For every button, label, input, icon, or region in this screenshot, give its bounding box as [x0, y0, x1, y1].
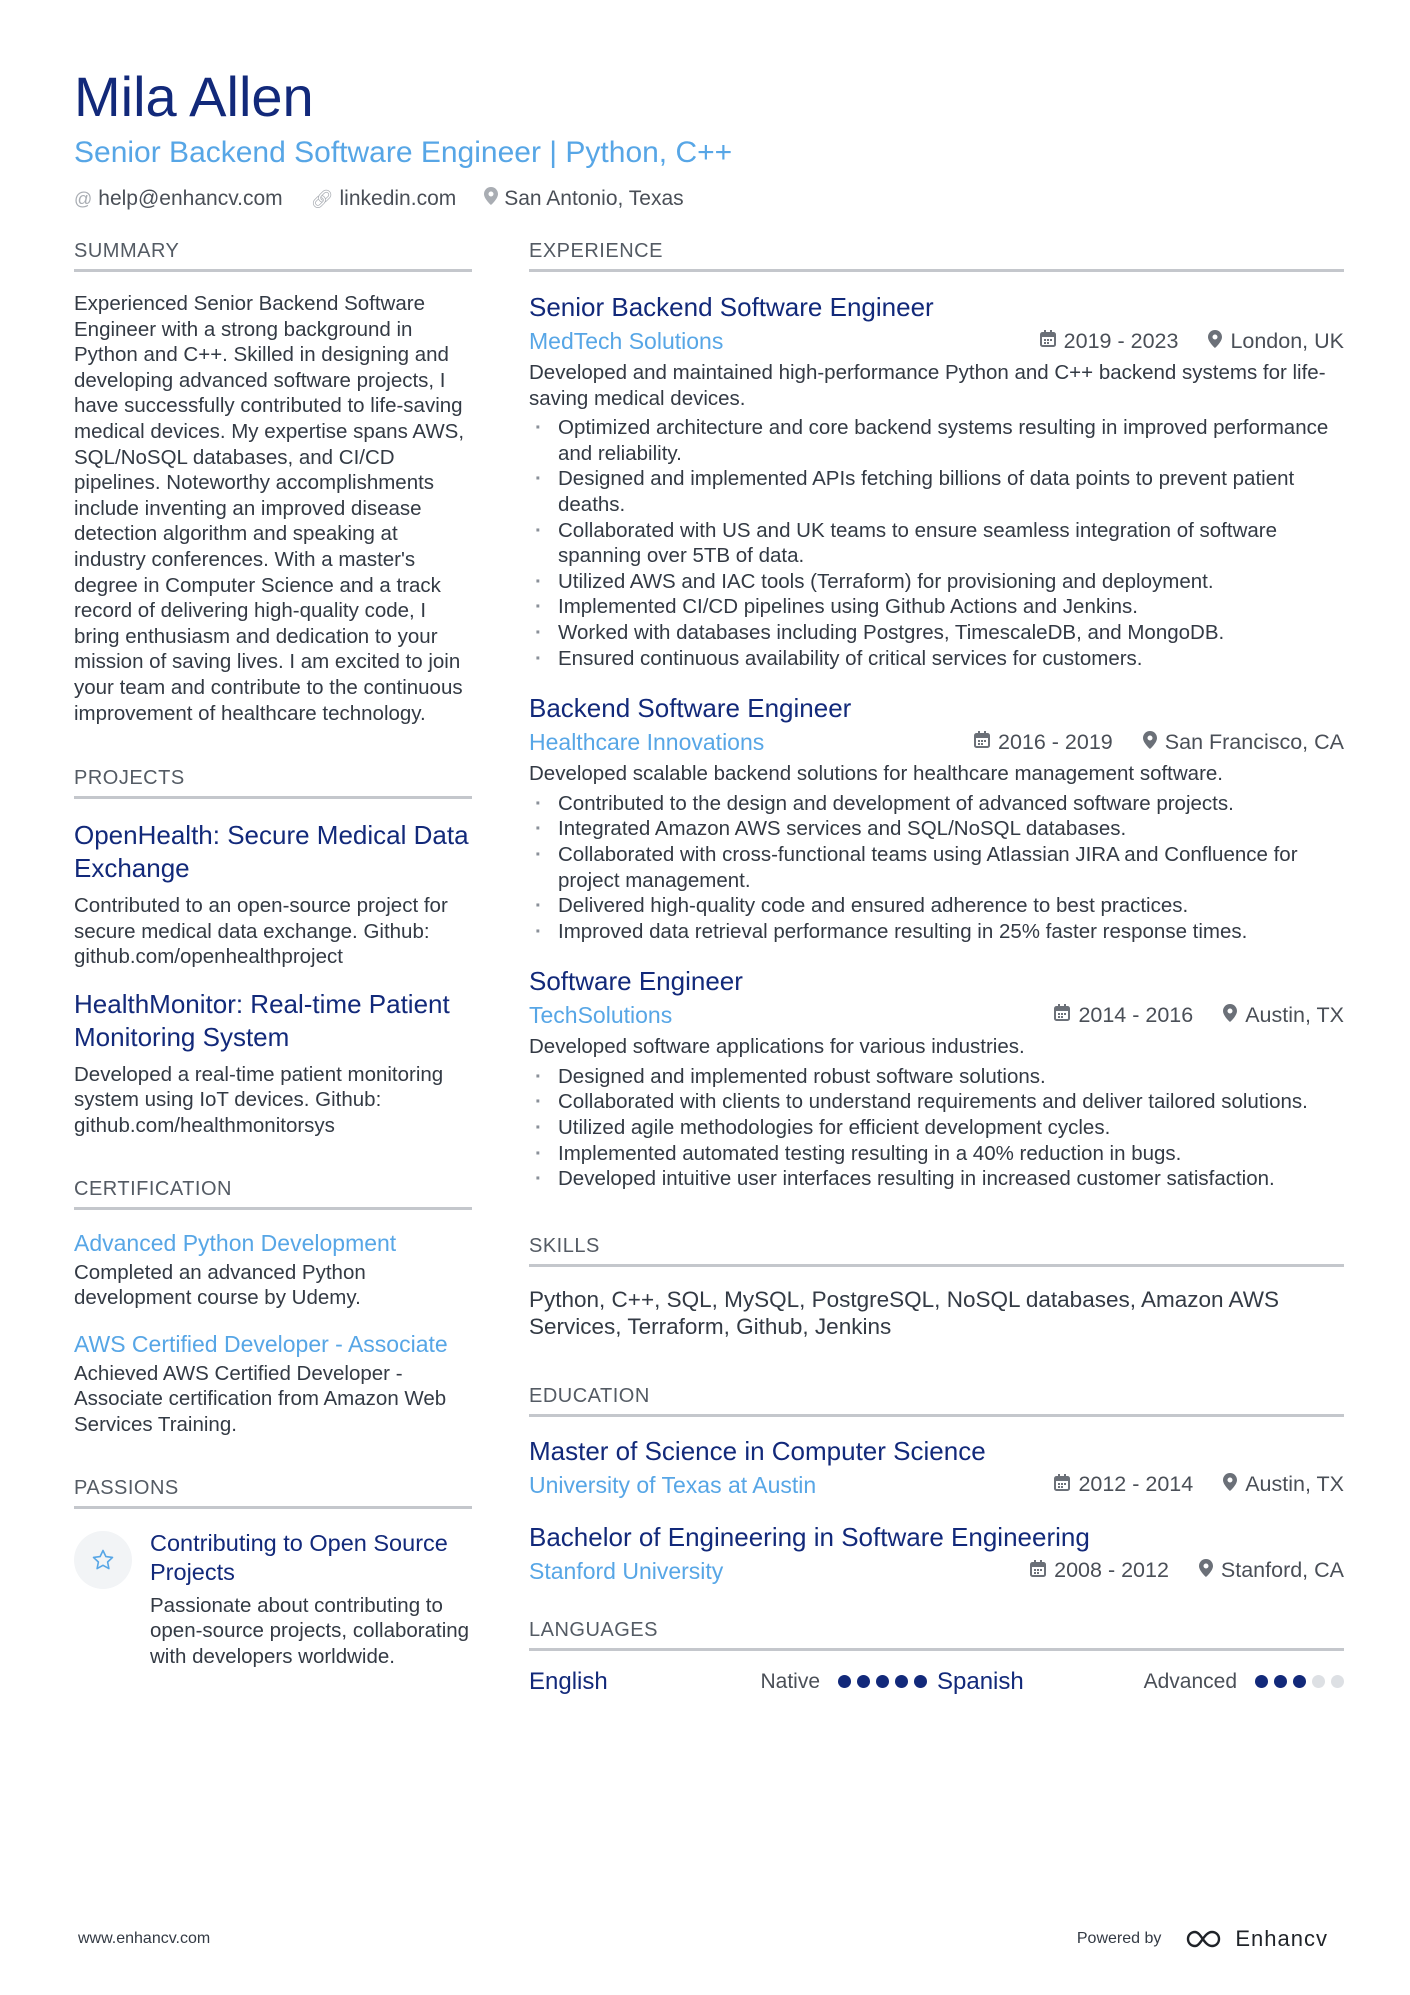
job-bullet: · Contributed to the design and development of advanced software projects. — [529, 791, 1344, 817]
passion-item — [74, 1529, 472, 1670]
job-bullet: · Delivered high-quality code and ensured adherence to best practices. — [529, 893, 1344, 919]
candidate-name: Mila Allen — [74, 65, 314, 128]
job-desc: Developed and maintained high-performance Python and C++ backend systems for life-saving medical devices. — [529, 361, 1326, 410]
experience-heading: EXPERIENCE — [529, 237, 1344, 272]
language-rating — [838, 1675, 927, 1688]
language-level: Native — [760, 1669, 820, 1693]
project-desc: Contributed to an open-source project for secure medical data exchange. Github: github.com/openhealthproject — [74, 894, 448, 969]
job-bullet: · Optimized architecture and core backend systems resulting in improved performance and reliability. — [529, 415, 1344, 466]
calendar-icon — [1054, 1004, 1070, 1026]
language-name: English — [529, 1667, 608, 1695]
projects-section — [74, 764, 472, 1139]
education-meta-right — [1054, 1472, 1344, 1497]
star-icon — [74, 1531, 132, 1589]
project-title: HealthMonitor: Real-time Patient Monitoring System — [74, 988, 450, 1052]
powered-by-text: Powered by — [1076, 1930, 1162, 1947]
location-icon — [484, 184, 498, 214]
summary-heading: SUMMARY — [74, 237, 472, 272]
job-dates — [1040, 329, 1179, 354]
job-bullet: · Integrated Amazon AWS services and SQL/NoSQL databases. — [529, 816, 1344, 842]
education-school: Stanford University — [529, 1557, 724, 1584]
job-bullet: · Utilized agile methodologies for efficient development cycles. — [529, 1115, 1344, 1141]
languages-section — [529, 1616, 1344, 1697]
job-location — [1208, 329, 1344, 354]
job-bullets — [529, 1064, 1344, 1192]
rating-dot-filled — [895, 1675, 908, 1688]
education-location — [1223, 1472, 1344, 1497]
education-meta — [529, 1556, 1344, 1586]
certification-desc: Achieved AWS Certified Developer - Associate certification from Amazon Web Services Training. — [74, 1361, 447, 1437]
calendar-icon — [974, 731, 990, 753]
certification-title: AWS Certified Developer - Associate — [74, 1330, 448, 1357]
education-dates-text: 2008 - 2012 — [1054, 1558, 1169, 1583]
job-bullet: · Designed and implemented APIs fetching billions of data points to prevent patient deaths. — [529, 466, 1344, 517]
footer — [78, 1926, 1328, 1952]
job-entry — [529, 290, 1344, 671]
education-dates — [1054, 1472, 1193, 1497]
education-location — [1199, 1558, 1344, 1583]
certification-heading: CERTIFICATION — [74, 1175, 472, 1210]
location-icon — [1199, 1559, 1213, 1582]
job-bullet: · Ensured continuous availability of critical services for customers. — [529, 646, 1344, 672]
job-bullet: · Designed and implemented robust software solutions. — [529, 1064, 1344, 1090]
job-dates — [974, 730, 1113, 755]
contact-location — [484, 184, 683, 214]
job-dates-text: 2019 - 2023 — [1063, 328, 1179, 353]
job-bullet: · Implemented CI/CD pipelines using Github Actions and Jenkins. — [529, 594, 1344, 620]
contact-list — [74, 184, 1344, 214]
job-bullets — [529, 415, 1344, 671]
education-meta-right — [1030, 1558, 1344, 1583]
left-column — [74, 237, 472, 1669]
job-title: Software Engineer — [529, 966, 743, 997]
education-item — [529, 1520, 1344, 1586]
job-bullet: · Collaborated with cross-functional teams using Atlassian JIRA and Confluence for project management. — [529, 842, 1344, 893]
project-title: OpenHealth: Secure Medical Data Exchange — [74, 820, 469, 884]
contact-linkedin[interactable] — [311, 184, 457, 214]
location-icon — [1143, 731, 1157, 754]
certification-desc: Completed an advanced Python development course by Udemy. — [74, 1260, 366, 1310]
resume-header — [74, 62, 1344, 214]
passion-title: Contributing to Open Source Projects — [150, 1529, 448, 1585]
job-meta-right — [974, 730, 1344, 755]
job-bullet: · Implemented automated testing resulting in a 40% reduction in bugs. — [529, 1141, 1344, 1167]
education-item — [529, 1434, 1344, 1500]
education-meta — [529, 1470, 1344, 1500]
projects-heading: PROJECTS — [74, 764, 472, 799]
education-location-text: Austin, TX — [1245, 1472, 1344, 1497]
job-entry — [529, 691, 1344, 944]
summary-section — [74, 237, 472, 726]
location-icon — [1223, 1473, 1237, 1496]
education-heading: EDUCATION — [529, 1382, 1344, 1417]
job-company: MedTech Solutions — [529, 328, 724, 354]
job-desc: Developed scalable backend solutions for healthcare management software. — [529, 762, 1223, 786]
language-item — [529, 1667, 937, 1697]
languages-list — [529, 1667, 1344, 1697]
job-meta — [529, 326, 1344, 356]
contact-email[interactable] — [74, 184, 283, 214]
rating-dot-filled — [876, 1675, 889, 1688]
brand-logo[interactable] — [1185, 1926, 1328, 1952]
rating-dot-filled — [1274, 1675, 1287, 1688]
language-rating — [1255, 1675, 1344, 1688]
language-item — [937, 1667, 1344, 1697]
job-meta-right — [1054, 1003, 1344, 1028]
languages-heading: LANGUAGES — [529, 1616, 1344, 1651]
job-location-text: Austin, TX — [1245, 1002, 1344, 1027]
skills-text: Python, C++, SQL, MySQL, PostgreSQL, NoSQL databases, Amazon AWS Services, Terraform, Github, Jenkins — [529, 1286, 1279, 1339]
job-location — [1223, 1003, 1344, 1028]
rating-dot-empty — [1331, 1675, 1344, 1688]
education-location-text: Stanford, CA — [1220, 1558, 1344, 1583]
summary-text: Experienced Senior Backend Software Engineer with a strong background in Python and C++. Skilled in designing and developing advanced software projects, I have successfully contributed to life-saving medical devices. My expertise spans AWS, SQL/NoSQL databases, and CI/CD pipelines. Noteworthy accomplishments include inventing an improved disease detection algorithm and speaking at industry conferences. With a master's degree in Computer Science and a track record of delivering high-quality code, I bring enthusiasm and dedication to your mission of saving lives. I am excited to join your team and contribute to the continuous improvement of healthcare technology. — [74, 292, 465, 725]
contact-email-text: help@enhancv.com — [98, 187, 283, 210]
job-bullet: · Utilized AWS and IAC tools (Terraform) for provisioning and deployment. — [529, 569, 1344, 595]
education-dates — [1030, 1558, 1169, 1583]
candidate-title: Senior Backend Software Engineer | Python, C++ — [74, 136, 733, 169]
language-name: Spanish — [937, 1667, 1024, 1695]
education-degree: Master of Science in Computer Science — [529, 1435, 986, 1466]
at-icon: @ — [74, 189, 93, 209]
job-company: TechSolutions — [529, 1002, 673, 1029]
calendar-icon — [1030, 1560, 1046, 1582]
education-dates-text: 2012 - 2014 — [1078, 1472, 1194, 1497]
job-title: Senior Backend Software Engineer — [529, 292, 934, 322]
rating-dot-filled — [838, 1675, 851, 1688]
job-location-text: San Francisco, CA — [1164, 729, 1344, 754]
education-section — [529, 1382, 1344, 1586]
location-icon — [1223, 1004, 1237, 1027]
job-dates — [1054, 1003, 1193, 1028]
brand-name: Enhancv — [1235, 1926, 1328, 1951]
contact-linkedin-text: linkedin.com — [339, 187, 457, 210]
certification-item — [74, 1228, 472, 1311]
location-icon — [1208, 330, 1222, 353]
job-bullets — [529, 791, 1344, 945]
passions-heading: PASSIONS — [74, 1474, 472, 1509]
project-item — [74, 819, 472, 970]
job-bullet: · Collaborated with clients to understand requirements and deliver tailored solutions. — [529, 1089, 1344, 1115]
job-location-text: London, UK — [1230, 328, 1344, 353]
passions-section — [74, 1474, 472, 1670]
language-level: Advanced — [1143, 1669, 1237, 1693]
job-meta — [529, 1000, 1344, 1030]
contact-location-text: San Antonio, Texas — [504, 187, 684, 210]
right-column — [529, 237, 1344, 1697]
rating-dot-filled — [914, 1675, 927, 1688]
calendar-icon — [1040, 330, 1056, 352]
rating-dot-filled — [1293, 1675, 1306, 1688]
job-bullet: · Worked with databases including Postgres, TimescaleDB, and MongoDB. — [529, 620, 1344, 646]
job-title: Backend Software Engineer — [529, 693, 852, 724]
rating-dot-filled — [1255, 1675, 1268, 1688]
rating-dot-filled — [857, 1675, 870, 1688]
certification-item — [74, 1329, 472, 1438]
experience-section — [529, 237, 1344, 1192]
certification-title: Advanced Python Development — [74, 1229, 397, 1256]
calendar-icon — [1054, 1474, 1070, 1496]
job-entry — [529, 964, 1344, 1192]
link-icon: 🔗︎ — [310, 189, 334, 209]
rating-dot-empty — [1312, 1675, 1325, 1688]
job-dates-text: 2014 - 2016 — [1078, 1002, 1194, 1027]
footer-website[interactable]: www.enhancv.com — [78, 1930, 211, 1947]
job-bullet: · Collaborated with US and UK teams to ensure seamless integration of software spanning over 5TB of data. — [529, 518, 1344, 569]
project-item — [74, 988, 472, 1139]
job-desc: Developed software applications for various industries. — [529, 1035, 1025, 1059]
passion-body — [150, 1529, 472, 1670]
job-bullet: · Developed intuitive user interfaces resulting in increased customer satisfaction. — [529, 1166, 1344, 1192]
education-degree: Bachelor of Engineering in Software Engineering — [529, 1521, 1090, 1552]
enhancv-logo-icon — [1185, 1928, 1225, 1950]
job-company: Healthcare Innovations — [529, 729, 765, 756]
certification-section — [74, 1175, 472, 1438]
job-meta-right — [1040, 329, 1344, 354]
passion-desc: Passionate about contributing to open-source projects, collaborating with developers worldwide. — [150, 1593, 470, 1668]
job-location — [1143, 730, 1344, 755]
skills-section — [529, 1232, 1344, 1340]
job-dates-text: 2016 - 2019 — [998, 729, 1113, 754]
project-desc: Developed a real-time patient monitoring system using IoT devices. Github: github.com/healthmonitorsys — [74, 1062, 444, 1138]
skills-heading: SKILLS — [529, 1232, 1344, 1267]
job-meta — [529, 727, 1344, 757]
footer-branding — [1077, 1926, 1328, 1952]
education-school: University of Texas at Austin — [529, 1471, 817, 1498]
job-bullet: · Improved data retrieval performance resulting in 25% faster response times. — [529, 919, 1344, 945]
